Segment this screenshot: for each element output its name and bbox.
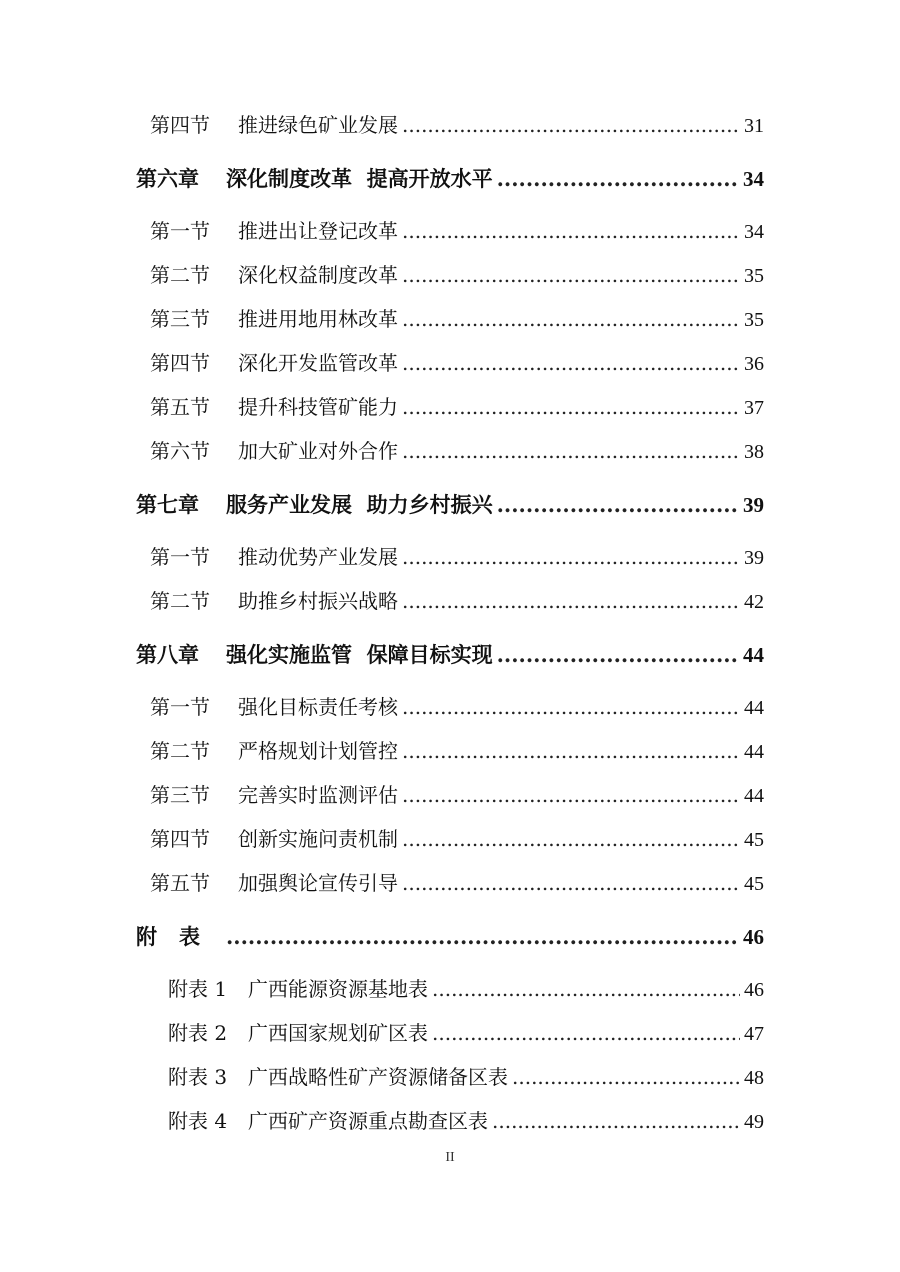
entry-page-number: 46 bbox=[743, 925, 764, 949]
dot-leader bbox=[402, 542, 740, 572]
toc-entry-appendix[interactable] bbox=[168, 1062, 764, 1092]
entry-page-number: 38 bbox=[744, 441, 764, 463]
entry-title: 深化制度改革 提高开放水平 bbox=[226, 166, 493, 191]
entry-label: 第一节 bbox=[150, 695, 210, 719]
entry-page-number: 49 bbox=[744, 1111, 764, 1133]
entry-page-number: 35 bbox=[744, 265, 764, 287]
entry-page-number: 44 bbox=[743, 643, 764, 667]
toc-entry-section[interactable] bbox=[150, 216, 764, 246]
entry-title: 服务产业发展 助力乡村振兴 bbox=[226, 492, 493, 517]
dot-leader bbox=[402, 392, 740, 422]
entry-label: 第一节 bbox=[150, 545, 210, 569]
entry-page-number: 44 bbox=[744, 785, 764, 807]
toc-entry-chapter[interactable] bbox=[136, 640, 764, 670]
toc-entry-appendix[interactable] bbox=[168, 1106, 764, 1136]
entry-title: 推进绿色矿业发展 bbox=[238, 113, 398, 137]
entry-title: 助推乡村振兴战略 bbox=[238, 589, 398, 613]
entry-label: 第三节 bbox=[150, 307, 210, 331]
entry-page-number: 35 bbox=[744, 309, 764, 331]
page-number: II bbox=[445, 1150, 455, 1165]
entry-title: 推动优势产业发展 bbox=[238, 545, 398, 569]
entry-label: 附表 2 bbox=[168, 1021, 228, 1045]
entry-label: 附表 4 bbox=[168, 1109, 228, 1133]
entry-label: 第四节 bbox=[150, 113, 210, 137]
toc-entry-section[interactable] bbox=[150, 824, 764, 854]
dot-leader bbox=[402, 304, 740, 334]
toc-entry-section[interactable] bbox=[150, 736, 764, 766]
entry-label: 第六章 bbox=[136, 166, 199, 191]
entry-page-number: 37 bbox=[744, 397, 764, 419]
entry-title: 广西战略性矿产资源储备区表 bbox=[248, 1065, 508, 1089]
entry-label: 第三节 bbox=[150, 783, 210, 807]
toc-entry-section[interactable] bbox=[150, 436, 764, 466]
dot-leader bbox=[402, 824, 740, 854]
dot-leader bbox=[402, 736, 740, 766]
dot-leader bbox=[402, 868, 740, 898]
entry-title: 加强舆论宣传引导 bbox=[238, 871, 398, 895]
entry-label: 第五节 bbox=[150, 395, 210, 419]
toc-entry-section[interactable] bbox=[150, 304, 764, 334]
toc-entry-section[interactable] bbox=[150, 110, 764, 140]
entry-title: 推进用地用林改革 bbox=[238, 307, 398, 331]
toc-entry-section[interactable] bbox=[150, 868, 764, 898]
dot-leader bbox=[432, 974, 740, 1004]
entry-label: 第一节 bbox=[150, 219, 210, 243]
toc-entry-chapter[interactable] bbox=[136, 164, 764, 194]
entry-label: 附表 bbox=[136, 924, 222, 949]
dot-leader bbox=[492, 1106, 740, 1136]
entry-title: 强化实施监管 保障目标实现 bbox=[226, 642, 493, 667]
entry-title: 创新实施问责机制 bbox=[238, 827, 398, 851]
entry-label: 附表 3 bbox=[168, 1065, 228, 1089]
dot-leader bbox=[432, 1018, 740, 1048]
entry-page-number: 34 bbox=[744, 221, 764, 243]
entry-page-number: 47 bbox=[744, 1023, 764, 1045]
dot-leader bbox=[497, 164, 739, 194]
entry-label: 第二节 bbox=[150, 589, 210, 613]
entry-title: 广西矿产资源重点勘查区表 bbox=[248, 1109, 488, 1133]
dot-leader bbox=[402, 692, 740, 722]
dot-leader bbox=[497, 490, 739, 520]
entry-title: 深化权益制度改革 bbox=[238, 263, 398, 287]
entry-title: 严格规划计划管控 bbox=[238, 739, 398, 763]
toc-entry-appendix-heading[interactable] bbox=[136, 922, 764, 952]
entry-label: 第七章 bbox=[136, 492, 199, 517]
dot-leader bbox=[497, 640, 739, 670]
entry-label: 第五节 bbox=[150, 871, 210, 895]
entry-title: 推进出让登记改革 bbox=[238, 219, 398, 243]
entry-title: 完善实时监测评估 bbox=[238, 783, 398, 807]
entry-label: 第四节 bbox=[150, 827, 210, 851]
entry-page-number: 45 bbox=[744, 873, 764, 895]
toc-entry-section[interactable] bbox=[150, 692, 764, 722]
dot-leader bbox=[402, 436, 740, 466]
toc-entry-section[interactable] bbox=[150, 542, 764, 572]
toc-entry-appendix[interactable] bbox=[168, 1018, 764, 1048]
dot-leader bbox=[402, 348, 740, 378]
dot-leader bbox=[402, 110, 740, 140]
entry-label: 第二节 bbox=[150, 739, 210, 763]
entry-title: 广西能源资源基地表 bbox=[248, 977, 428, 1001]
entry-page-number: 36 bbox=[744, 353, 764, 375]
toc-entry-section[interactable] bbox=[150, 392, 764, 422]
entry-title: 强化目标责任考核 bbox=[238, 695, 398, 719]
entry-page-number: 44 bbox=[744, 741, 764, 763]
toc-entry-section[interactable] bbox=[150, 780, 764, 810]
entry-label: 第八章 bbox=[136, 642, 199, 667]
entry-title: 深化开发监管改革 bbox=[238, 351, 398, 375]
toc-entry-appendix[interactable] bbox=[168, 974, 764, 1004]
dot-leader bbox=[402, 260, 740, 290]
entry-page-number: 46 bbox=[744, 979, 764, 1001]
dot-leader bbox=[402, 216, 740, 246]
entry-page-number: 42 bbox=[744, 591, 764, 613]
entry-label: 第六节 bbox=[150, 439, 210, 463]
entry-page-number: 44 bbox=[744, 697, 764, 719]
entry-title: 广西国家规划矿区表 bbox=[248, 1021, 428, 1045]
dot-leader bbox=[402, 780, 740, 810]
entry-label: 第二节 bbox=[150, 263, 210, 287]
entry-title: 提升科技管矿能力 bbox=[238, 395, 398, 419]
entry-page-number: 39 bbox=[744, 547, 764, 569]
dot-leader bbox=[512, 1062, 740, 1092]
dot-leader bbox=[402, 586, 740, 616]
entry-page-number: 39 bbox=[743, 493, 764, 517]
entry-page-number: 34 bbox=[743, 167, 764, 191]
toc-entry-chapter[interactable] bbox=[136, 490, 764, 520]
entry-title: 加大矿业对外合作 bbox=[238, 439, 398, 463]
toc-entry-section[interactable] bbox=[150, 260, 764, 290]
entry-page-number: 31 bbox=[744, 115, 764, 137]
entry-label: 附表 1 bbox=[168, 977, 228, 1001]
entry-page-number: 45 bbox=[744, 829, 764, 851]
entry-page-number: 48 bbox=[744, 1067, 764, 1089]
toc-entry-section[interactable] bbox=[150, 586, 764, 616]
dot-leader bbox=[226, 922, 739, 952]
toc-entry-section[interactable] bbox=[150, 348, 764, 378]
entry-label: 第四节 bbox=[150, 351, 210, 375]
